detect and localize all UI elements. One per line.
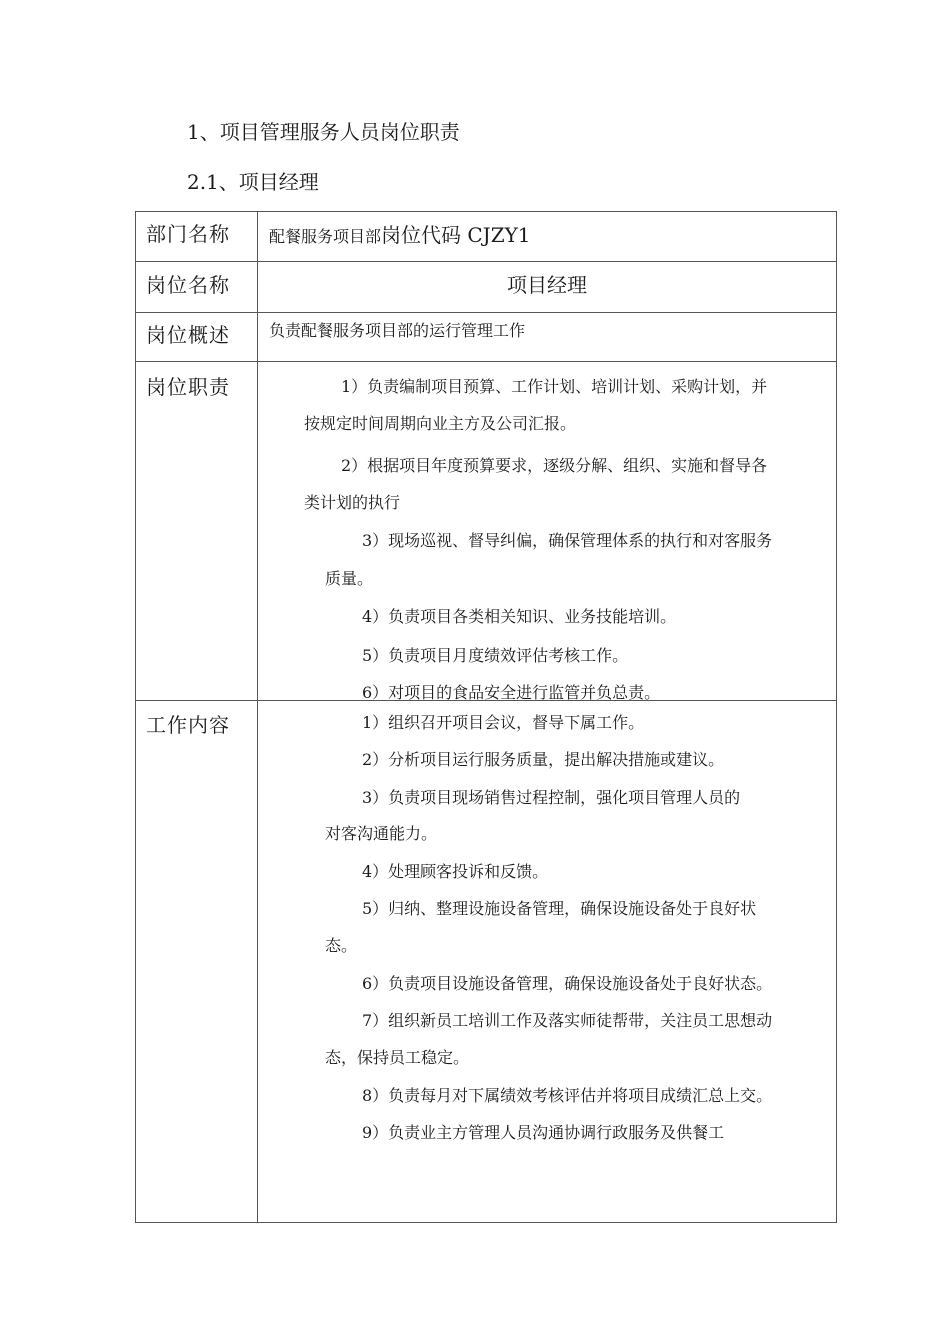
work-line: 4）处理顾客投诉和反馈。: [362, 862, 549, 881]
work-line: 7）组织新员工培训工作及落实师徒帮带，关注员工思想动: [362, 1011, 773, 1030]
position-code: 岗位代码 CJZY1: [381, 223, 531, 247]
subsection-heading: 2.1、项目经理: [187, 170, 319, 194]
responsibility-line: 3）现场巡视、督导纠偏，确保管理体系的执行和对客服务: [362, 531, 773, 550]
department-value: [269, 224, 531, 248]
section-heading: 1、项目管理服务人员岗位职责: [187, 120, 460, 144]
responsibilities-label: 岗位职责: [146, 375, 230, 399]
responsibility-line: 1）负责编制项目预算、工作计划、培训计划、采购计划，并: [341, 377, 768, 396]
work-content: [258, 701, 836, 1222]
responsibility-line: 5）负责项目月度绩效评估考核工作。: [362, 646, 629, 665]
department-name: 配餐服务项目部: [269, 227, 382, 246]
responsibility-line: 按规定时间周期向业主方及公司汇报。: [304, 414, 577, 433]
work-line: 态。: [325, 936, 358, 955]
responsibility-line: 2）根据项目年度预算要求，逐级分解、组织、实施和督导各: [341, 456, 768, 475]
work-line: 6）负责项目设施设备管理，确保设施设备处于良好状态。: [362, 974, 773, 993]
responsibility-line: 4）负责项目各类相关知识、业务技能培训。: [362, 607, 677, 626]
row-divider: [136, 312, 836, 313]
work-label: 工作内容: [146, 713, 230, 737]
work-line: 对客沟通能力。: [325, 824, 438, 843]
position-label: 岗位名称: [146, 273, 230, 297]
work-line: 8）负责每月对下属绩效考核评估并将项目成绩汇总上交。: [362, 1086, 773, 1105]
position-value: 项目经理: [507, 273, 587, 297]
responsibilities-content: [258, 362, 836, 700]
responsibility-line: 6）对项目的食品安全进行监管并负总责。: [362, 683, 661, 700]
job-description-table: [135, 211, 837, 1223]
work-line: 3）负责项目现场销售过程控制，强化项目管理人员的: [362, 788, 741, 807]
work-line: 态，保持员工稳定。: [325, 1048, 470, 1067]
department-label: 部门名称: [146, 222, 230, 246]
work-line: 2）分析项目运行服务质量，提出解决措施或建议。: [362, 750, 725, 769]
overview-value: 负责配餐服务项目部的运行管理工作: [269, 321, 526, 340]
overview-label: 岗位概述: [146, 323, 230, 347]
responsibility-line: 类计划的执行: [304, 493, 401, 512]
work-line: 1）组织召开项目会议，督导下属工作。: [362, 713, 645, 732]
responsibility-line: 质量。: [325, 569, 374, 588]
work-line: 5）归纳、整理设施设备管理，确保设施设备处于良好状: [362, 899, 757, 918]
row-divider: [136, 261, 836, 262]
work-line: 9）负责业主方管理人员沟通协调行政服务及供餐工: [362, 1123, 725, 1142]
